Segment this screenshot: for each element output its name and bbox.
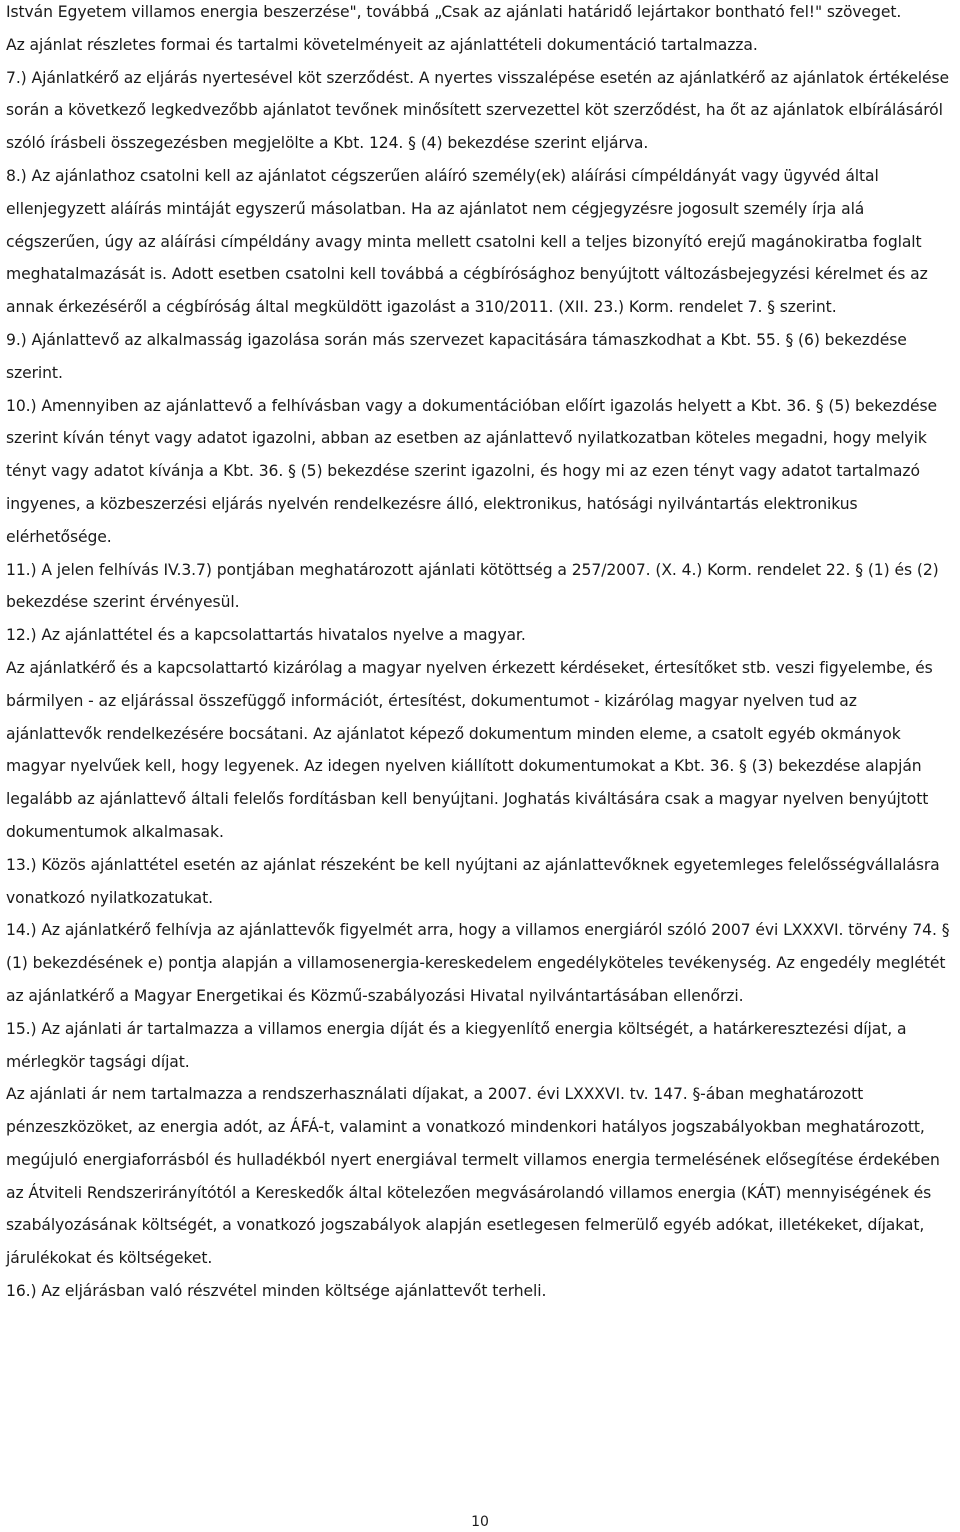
paragraph-formal-requirements: Az ajánlat részletes formai és tartalmi követelményeit az ajánlattételi dokumentáció tartalmazza.: [6, 35, 758, 54]
page-number: 10: [471, 1514, 489, 1530]
paragraph-item-7: 7.) Ajánlatkérő az eljárás nyertesével köt szerződést. A nyertes visszalépése esetén az ajánlatkérő az ajánlatok értékelése során a következő legkedvezőbb ajánlatot tevőnek minősített szervezettel köt szerződést, ha őt az ajánlatok elbírálásáról szóló írásbeli összegezésben megjelölte a Kbt. 124. § (4) bekezdése szerint eljárva.: [6, 68, 950, 153]
paragraph-item-11: 11.) A jelen felhívás IV.3.7) pontjában meghatározott ajánlati kötöttség a 257/2007. (X. 4.) Korm. rendelet 22. § (1) és (2) bekezdése szerint érvényesül.: [6, 560, 939, 612]
paragraph-item-12: 12.) Az ajánlattétel és a kapcsolattartás hivatalos nyelve a magyar.: [6, 626, 526, 645]
paragraph-price-exclusions: Az ajánlati ár nem tartalmazza a rendszerhasználati díjakat, a 2007. évi LXXXVI. tv. 147. §-ában meghatározott pénzeszközöket, az energia adót, az ÁFÁ-t, valamint a vonatkozó mindenkori hatályos jogszabályokban meghatározott, megújuló energiaforrásból és hulladékból nyert energiával termelt villamos energia termelésének elősegítése érdekében az Átviteli Rendszerirányítótól a Kereskedők által kötelezően megvásárolandó villamos energia (KÁT) mennyiségének és szabályozásának költségét, a vonatkozó jogszabályok alapján esetlegesen felmerülő egyéb adókat, illetékeket, díjakat, járulékokat és költségeket.: [6, 1085, 940, 1268]
paragraph-item-15: 15.) Az ajánlati ár tartalmazza a villamos energia díját és a kiegyenlítő energia költségét, a határkeresztezési díjat, a mérlegkör tagsági díjat.: [6, 1019, 907, 1071]
paragraph-item-14: 14.) Az ajánlatkérő felhívja az ajánlattevők figyelmét arra, hogy a villamos energiáról szóló 2007 évi LXXXVI. törvény 74. § (1) bekezdésének e) pontja alapján a villamosenergia-kereskedelem engedélyköteles tevékenység. Az engedély meglétét az ajánlatkérő a Magyar Energetikai és Közmű-szabályozási Hivatal nyilvántartásában ellenőrzi.: [6, 921, 950, 1005]
paragraph-item-9: 9.) Ajánlattevő az alkalmasság igazolása során más szervezet kapacitására támaszkodhat a Kbt. 55. § (6) bekezdése szerint.: [6, 330, 907, 382]
document-page: [6, 0, 956, 1308]
paragraph-language-rules: Az ajánlatkérő és a kapcsolattartó kizárólag a magyar nyelven érkezett kérdéseket, értesítőket stb. veszi figyelembe, és bármilyen - az eljárással összefüggő információt, értesítést, dokumentumot - kizárólag magyar nyelven tud az ajánlattevők rendelkezésére bocsátani. Az ajánlatot képező dokumentum minden eleme, a csatolt egyéb okmányok magyar nyelvűek kell, hogy legyenek. Az idegen nyelven kiállított dokumentumokat a Kbt. 36. § (3) bekezdése alapján legalább az ajánlattevő általi felelős fordításban kell benyújtani. Joghatás kiváltására csak a magyar nyelven benyújtott dokumentumok alkalmasak.: [6, 658, 933, 841]
paragraph-item-13: 13.) Közös ajánlattétel esetén az ajánlat részeként be kell nyújtani az ajánlattevőknek egyetemleges felelősségvállalásra vonatkozó nyilatkozatukat.: [6, 855, 940, 907]
paragraph-item-16: 16.) Az eljárásban való részvétel minden költsége ajánlattevőt terheli.: [6, 1282, 547, 1301]
paragraph-item-10: 10.) Amennyiben az ajánlattevő a felhívásban vagy a dokumentációban előírt igazolás helyett a Kbt. 36. § (5) bekezdése szerint kíván tényt vagy adatot igazolni, abban az esetben az ajánlattevő nyilatkozatban köteles megadni, hogy melyik tényt vagy adatot kívánja a Kbt. 36. § (5) bekezdése szerint igazolni, és hogy mi az ezen tényt vagy adatot tartalmazó ingyenes, a közbeszerzési eljárás nyelvén rendelkezésre álló, elektronikus, hatósági nyilvántartás elektronikus elérhetősége.: [6, 396, 938, 546]
paragraph-item-8: 8.) Az ajánlathoz csatolni kell az ajánlatot cégszerűen aláíró személy(ek) aláírási címpéldányát vagy ügyvéd által ellenjegyzett aláírás mintáját egyszerű másolatban. Ha az ajánlatot nem cégjegyzésre jogosult személy írja alá cégszerűen, úgy az aláírási címpéldány avagy minta mellett csatolni kell a teljes bizonyító erejű magánokiratba foglalt meghatalmazását is. Adott esetben csatolni kell továbbá a cégbírósághoz benyújtott változásbejegyzési kérelmet és az annak érkezéséről a cégbíróság által megküldött igazolást a 310/2011. (XII. 23.) Korm. rendelet 7. § szerint.: [6, 166, 928, 317]
paragraph-tender-envelope-text: István Egyetem villamos energia beszerzése", továbbá „Csak az ajánlati határidő lejártakor bontható fel!" szöveget.: [6, 3, 902, 21]
